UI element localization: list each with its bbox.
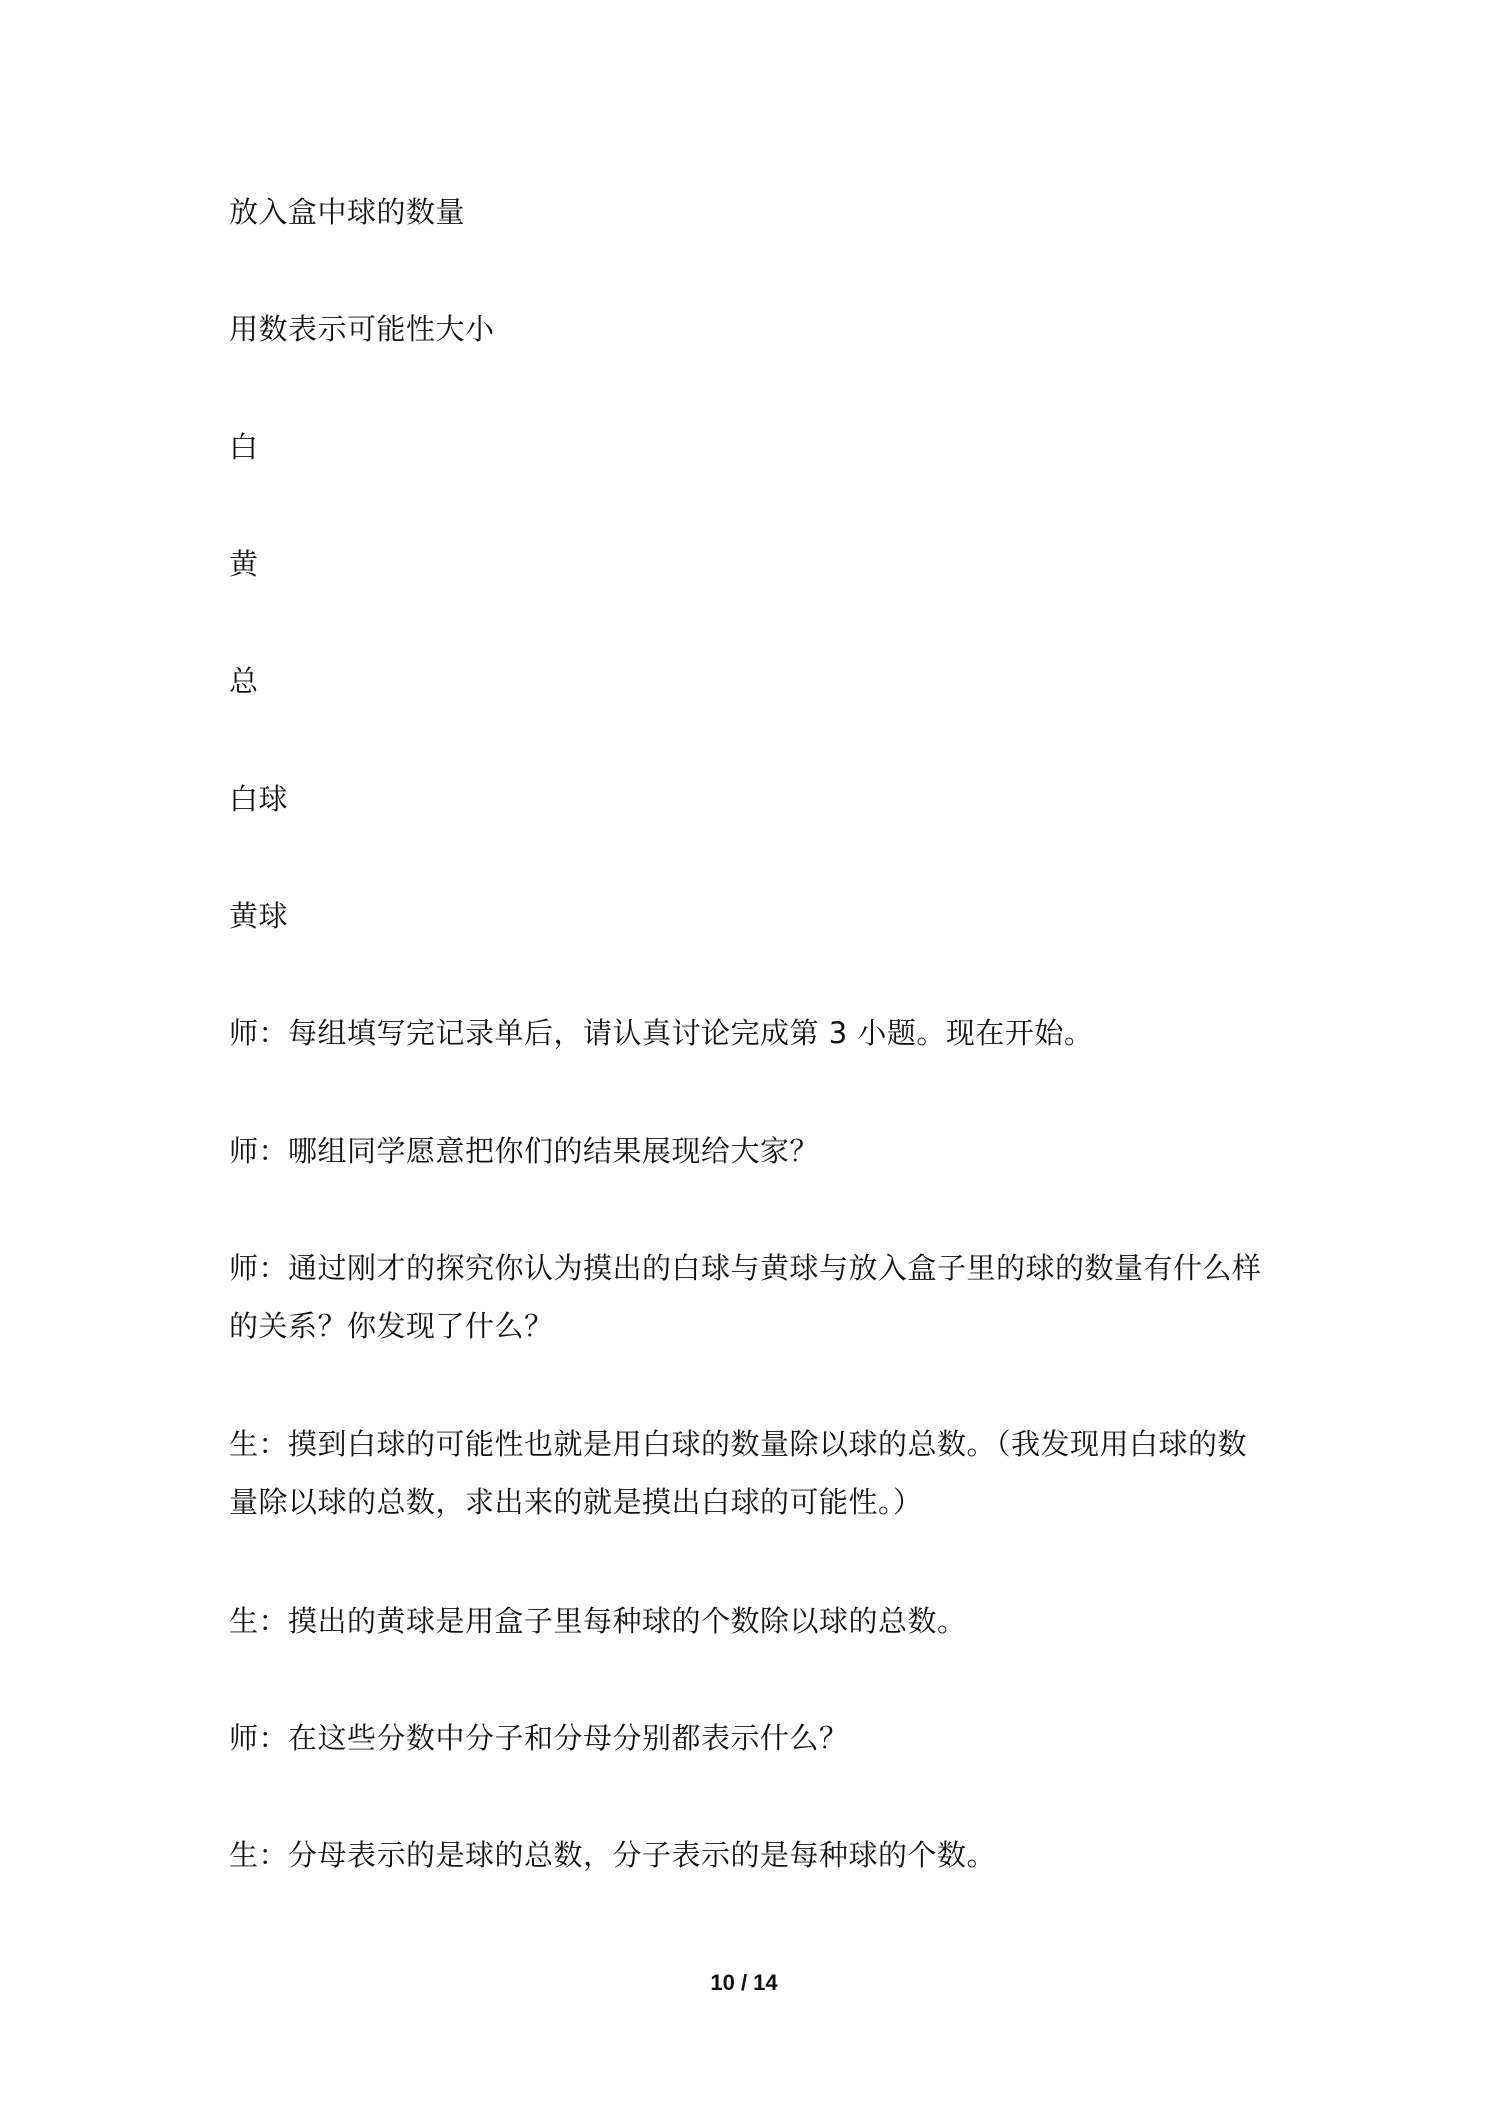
text-line-possibility-number: 用数表示可能性大小	[229, 312, 495, 346]
paragraph-teacher-question-share: 师：哪组同学愿意把你们的结果展现给大家？	[229, 1134, 820, 1168]
paragraph-student-answer-fraction: 生：分母表示的是球的总数，分子表示的是每种球的个数。	[229, 1838, 997, 1872]
text-line-yellow-ball: 黄球	[229, 899, 289, 933]
paragraph-student-answer-white: 生：摸到白球的可能性也就是用白球的数量除以球的总数。（我发现用白球的数量除以球的总数，求出来的就是摸出白球的可能性。）	[229, 1427, 1248, 1519]
text-line-white-ball: 白球	[229, 782, 289, 816]
text-line-yellow: 黄	[229, 547, 259, 581]
text-line-ball-quantity: 放入盒中球的数量	[229, 195, 466, 229]
page-number: 10 / 14	[710, 1970, 778, 1995]
text-line-white: 白	[229, 430, 259, 464]
paragraph-teacher-question-relation: 师：通过刚才的探究你认为摸出的白球与黄球与放入盒子里的球的数量有什么样的关系？你发现了什么？	[229, 1251, 1262, 1343]
paragraph-teacher-instruction: 师：每组填写完记录单后，请认真讨论完成第 3 小题。现在开始。	[229, 1016, 1094, 1050]
paragraph-teacher-question-fraction: 师：在这些分数中分子和分母分别都表示什么？	[229, 1721, 849, 1755]
paragraph-student-answer-yellow: 生：摸出的黄球是用盒子里每种球的个数除以球的总数。	[229, 1604, 967, 1638]
text-line-total: 总	[229, 664, 259, 698]
